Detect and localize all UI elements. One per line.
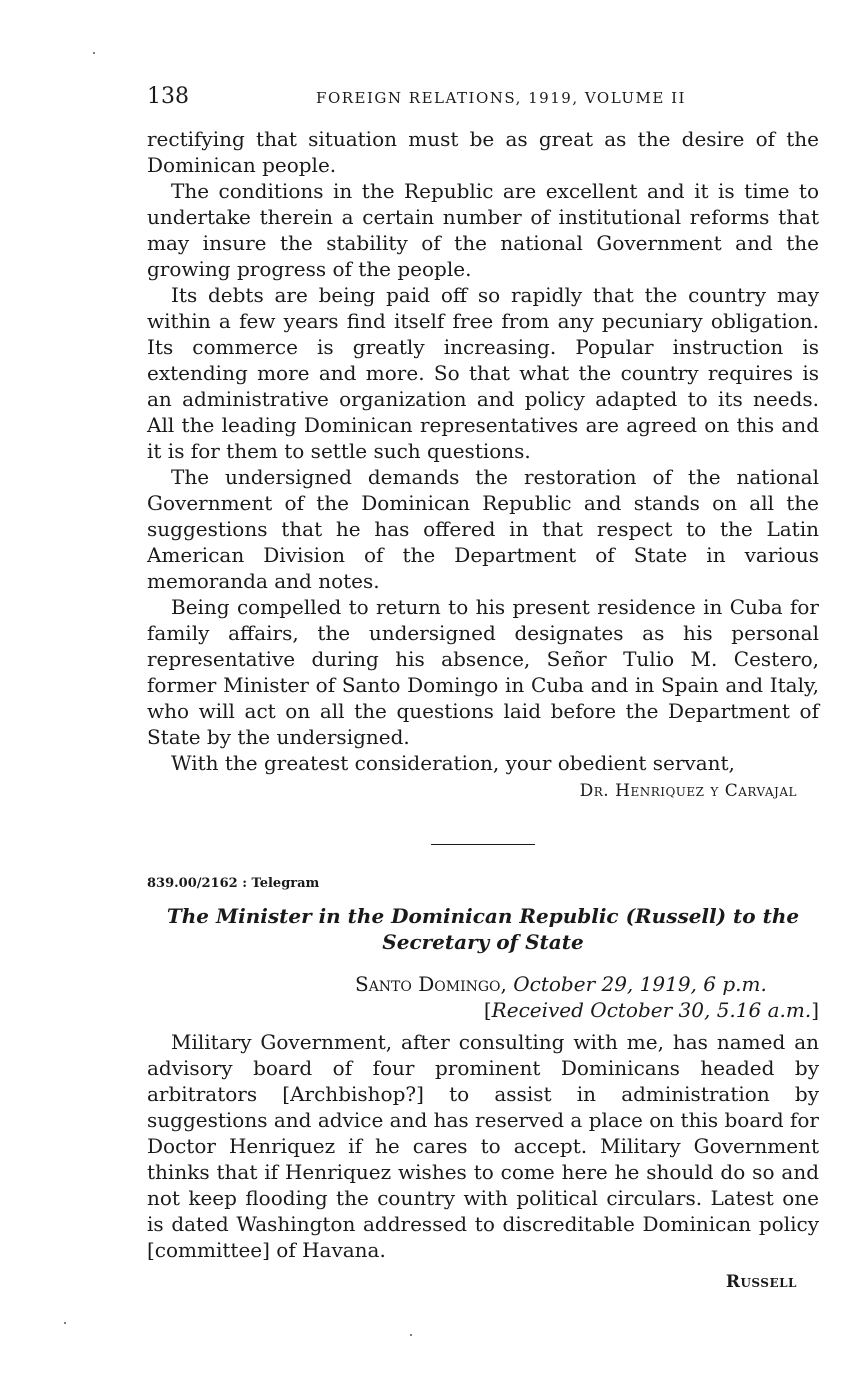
letter-paragraph-3: Its debts are being paid off so rapidly that the country may within a few years find itself free from any pecuniary obligation. Its commerce is greatly increasing. Popular instruction is extending more and more. So that what the country requires is an administrative organization and policy adapted to its needs. All the leading Dominican representatives are agreed on this and it is for them to settle such questions. [147,283,819,463]
section-divider [431,844,535,845]
telegram-signature: Russell [725,1272,797,1292]
letter-signature: Dr. Henriquez y Carvajal [579,781,797,801]
telegram-title: The Minister in the Dominican Republic (Russell) to the Secretary of State [166,904,800,954]
scan-speck [64,1322,66,1324]
letter-paragraph-1: rectifying that situation must be as great as the desire of the Dominican people. [147,127,819,177]
page-number: 138 [147,84,189,109]
telegram-body: Military Government, after consulting with me, has named an advisory board of four prominent Dominicans headed by arbitrators [Archbishop?] to assist in administration by suggestions and advice and has reserved a place on this board for Doctor Henriquez if he cares to accept. Military Government thinks that if Henriquez wishes to come here he should do so and not keep flooding the country with political circulars. Latest one is dated Washington addressed to discreditable Dominican policy [committee] of Havana. [147,1030,819,1262]
received-note: [Received October 30, 5.16 a.m.] [483,998,819,1022]
letter-body [147,126,819,804]
scan-speck [410,1334,412,1336]
letter-paragraph-5: Being compelled to return to his present residence in Cuba for family affairs, the undersigned designates as his personal representative during his absence, Señor Tulio M. Cestero, former Minister of Santo Domingo in Cuba and in Spain and Italy, who will act on all the questions laid before the Department of State by the undersigned. [147,595,819,749]
dateline-place: Santo Domingo, [355,972,507,996]
received-text: Received October 30, 5.16 a.m. [491,998,812,1022]
telegram-section [147,875,819,1295]
letter-paragraph-2: The conditions in the Republic are excellent and it is time to undertake therein a certain number of institutional reforms that may insure the stability of the national Government and the growing progress of the people. [147,179,819,281]
scan-speck [93,52,95,54]
running-head: FOREIGN RELATIONS, 1919, VOLUME II [316,89,686,107]
page-header [147,84,819,114]
file-reference: 839.00/2162 : Telegram [147,876,320,891]
dateline [147,971,819,997]
document-page [147,84,819,1295]
letter-closing: With the greatest consideration, your obedient servant, [171,751,735,775]
dateline-date: October 29, 1919, 6 p.m. [513,972,767,996]
letter-paragraph-4: The undersigned demands the restoration of the national Government of the Dominican Republic and stands on all the suggestions that he has offered in that respect to the Latin American Division of the Department of State in various memoranda and notes. [147,465,819,593]
